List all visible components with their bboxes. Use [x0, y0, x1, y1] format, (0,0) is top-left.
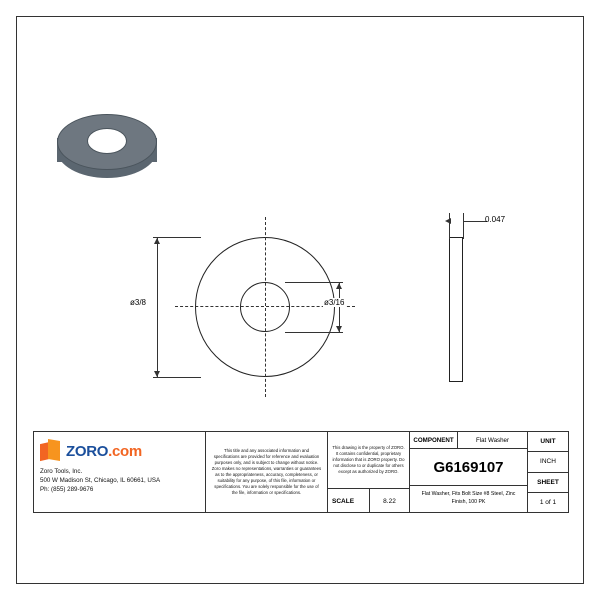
id-extension-line-bottom [285, 332, 343, 333]
logo-wordmark [66, 443, 142, 460]
sheet-label: SHEET [528, 473, 568, 493]
zoro-logo-icon [40, 440, 62, 462]
logo-brand-text: ZORO [66, 442, 109, 460]
od-extension-line-bottom [153, 377, 201, 378]
part-description: Flat Washer, Fits Bolt Size #8 Steel, Zinc Finish, 100 PK [421, 491, 516, 505]
thickness-arrow-left-icon [445, 218, 451, 224]
notes-right-column [328, 432, 410, 512]
od-arrow-up-icon [154, 238, 160, 244]
scale-label: SCALE [328, 489, 370, 513]
unit-label: UNIT [528, 432, 568, 452]
side-view [437, 207, 557, 397]
thickness-label: 0.047 [485, 215, 506, 224]
outer-diameter-label: ø3/8 [130, 298, 147, 307]
inner-diameter-label: ø3/16 [324, 298, 345, 307]
unit-value: INCH [528, 452, 568, 472]
title-block-part-info [410, 432, 528, 512]
title-block-meta [528, 432, 568, 512]
od-extension-line-top [153, 237, 201, 238]
scale-row [328, 488, 409, 513]
scale-value: 8.22 [383, 497, 396, 505]
washer-edge-profile [449, 237, 463, 382]
od-dimension-line [157, 237, 158, 377]
notes-disclaimer-right: This drawing is the property of ZORO. It contains confidential, proprietary information that is ZORO property. Do not disclose to or duplicate for others except as authorized by ZORO. [332, 444, 405, 475]
washer-hole [87, 128, 127, 154]
id-arrow-up-icon [336, 283, 342, 289]
company-phone: Ph: (855) 289-9676 [40, 485, 94, 493]
od-arrow-down-icon [154, 371, 160, 377]
thickness-extension-line-left [449, 213, 450, 239]
thickness-extension-line-right [463, 213, 464, 239]
company-address: 500 W Madison St, Chicago, IL 60661, USA [40, 476, 161, 484]
logo-suffix-text: .com [108, 442, 142, 460]
isometric-washer-view [57, 112, 177, 197]
part-number: G6169107 [410, 449, 527, 486]
vertical-centerline [265, 217, 266, 397]
id-arrow-down-icon [336, 326, 342, 332]
notes-disclaimer-left: This title and any associated information and specifications are provided for reference and evaluation purposes only, and is subject to change without notice. Zoro makes no representations, warranties or guarantees as to the appropriateness, accuracy, completeness, or suitability for any purpose, of this file, information or specifications. You are solely responsible for the use of the file, information or specifications. [206, 432, 328, 512]
component-row [410, 432, 527, 449]
drawing-sheet [16, 16, 584, 584]
component-label: COMPONENT [410, 432, 458, 448]
component-value: Flat Washer [475, 436, 510, 444]
id-dimension-line [339, 282, 340, 332]
company-name: Zoro Tools, Inc. [40, 468, 83, 475]
sheet-value: 1 of 1 [539, 498, 557, 506]
thickness-leader-line [463, 221, 487, 222]
title-block-company [34, 432, 206, 512]
front-view [130, 222, 375, 397]
title-block [33, 431, 569, 513]
zoro-logo [40, 440, 199, 462]
id-extension-line-top [285, 282, 343, 283]
